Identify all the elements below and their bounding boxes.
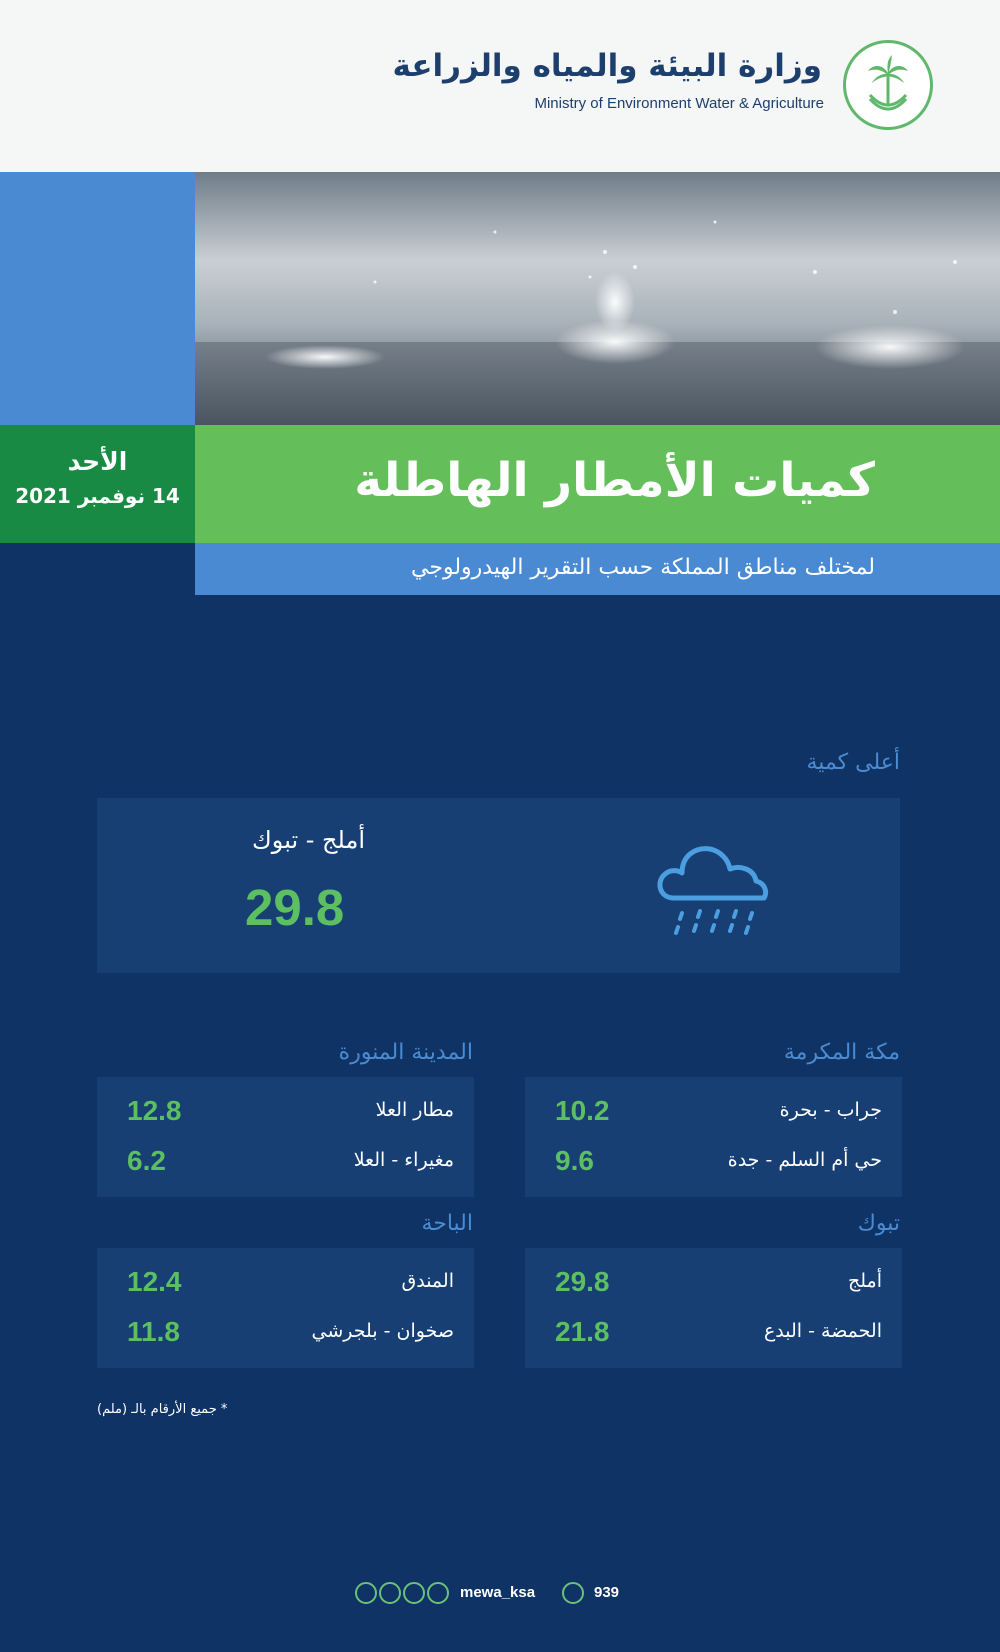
- highest-location: أملج - تبوك: [252, 826, 365, 854]
- station-name: مغيراء - العلا: [353, 1149, 454, 1171]
- rainfall-value: 10.2: [555, 1095, 610, 1126]
- social-handle[interactable]: mewa_ksa: [460, 1584, 536, 1601]
- list-item: [97, 1087, 474, 1137]
- region-title-madinah: المدينة المنورة: [338, 1040, 473, 1065]
- day-label: الأحد: [67, 447, 128, 476]
- highest-card: [97, 798, 900, 973]
- units-note: * جميع الأرقام بالـ (ملم): [97, 1402, 228, 1417]
- list-item: [525, 1137, 902, 1187]
- rain-photo: [195, 172, 1000, 425]
- ministry-logo: [843, 40, 933, 130]
- phone-number[interactable]: 939: [594, 1584, 620, 1601]
- footer: [0, 1582, 1000, 1616]
- rainfall-value: 29.8: [555, 1266, 610, 1297]
- palm-swords-icon: [846, 43, 930, 127]
- region-card-makkah: [525, 1077, 902, 1197]
- instagram-icon[interactable]: [427, 1582, 449, 1604]
- hero-blue-panel: [0, 172, 195, 425]
- list-item: [525, 1308, 902, 1358]
- rainfall-value: 12.4: [127, 1266, 182, 1297]
- highest-value: 29.8: [245, 879, 345, 936]
- list-item: [525, 1258, 902, 1308]
- rain-cloud-icon: [652, 823, 782, 948]
- date-box: [0, 425, 195, 543]
- rainfall-value: 21.8: [555, 1316, 610, 1347]
- header: [0, 0, 1000, 172]
- list-item: [97, 1308, 474, 1358]
- region-card-albaha: [97, 1248, 474, 1368]
- subtitle-band: [195, 543, 1000, 595]
- region-title-makkah: مكة المكرمة: [783, 1040, 900, 1065]
- list-item: [97, 1137, 474, 1187]
- page-title: كميات الأمطار الهاطلة: [354, 453, 875, 508]
- station-name: الحمضة - البدع: [763, 1320, 882, 1342]
- title-band: [195, 425, 1000, 543]
- region-card-madinah: [97, 1077, 474, 1197]
- station-name: صخوان - بلجرشي: [311, 1320, 454, 1342]
- linkedin-icon[interactable]: [379, 1582, 401, 1604]
- list-item: [525, 1087, 902, 1137]
- station-name: حي أم السلم - جدة: [727, 1149, 882, 1171]
- rainfall-value: 12.8: [127, 1095, 182, 1126]
- ministry-name-english: Ministry of Environment Water & Agriculture: [534, 95, 824, 112]
- rainfall-value: 11.8: [127, 1316, 180, 1347]
- region-title-albaha: الباحة: [421, 1211, 473, 1236]
- snapchat-icon[interactable]: [403, 1582, 425, 1604]
- list-item: [97, 1258, 474, 1308]
- rainfall-value: 9.6: [555, 1145, 594, 1176]
- station-name: مطار العلا: [375, 1099, 454, 1121]
- highest-label: أعلى كمية: [806, 750, 900, 775]
- phone-icon: [562, 1582, 584, 1604]
- station-name: جراب - بحرة: [779, 1099, 882, 1121]
- rainfall-value: 6.2: [127, 1145, 166, 1176]
- region-card-tabuk: [525, 1248, 902, 1368]
- ministry-name-arabic: وزارة البيئة والمياه والزراعة: [392, 48, 822, 84]
- page-subtitle: لمختلف مناطق المملكة حسب التقرير الهيدرولوجي: [411, 555, 875, 580]
- region-title-tabuk: تبوك: [857, 1211, 900, 1236]
- station-name: المندق: [401, 1270, 454, 1292]
- date-label: 14 نوفمبر 2021: [15, 484, 180, 508]
- twitter-icon[interactable]: [355, 1582, 377, 1604]
- station-name: أملج: [847, 1270, 882, 1292]
